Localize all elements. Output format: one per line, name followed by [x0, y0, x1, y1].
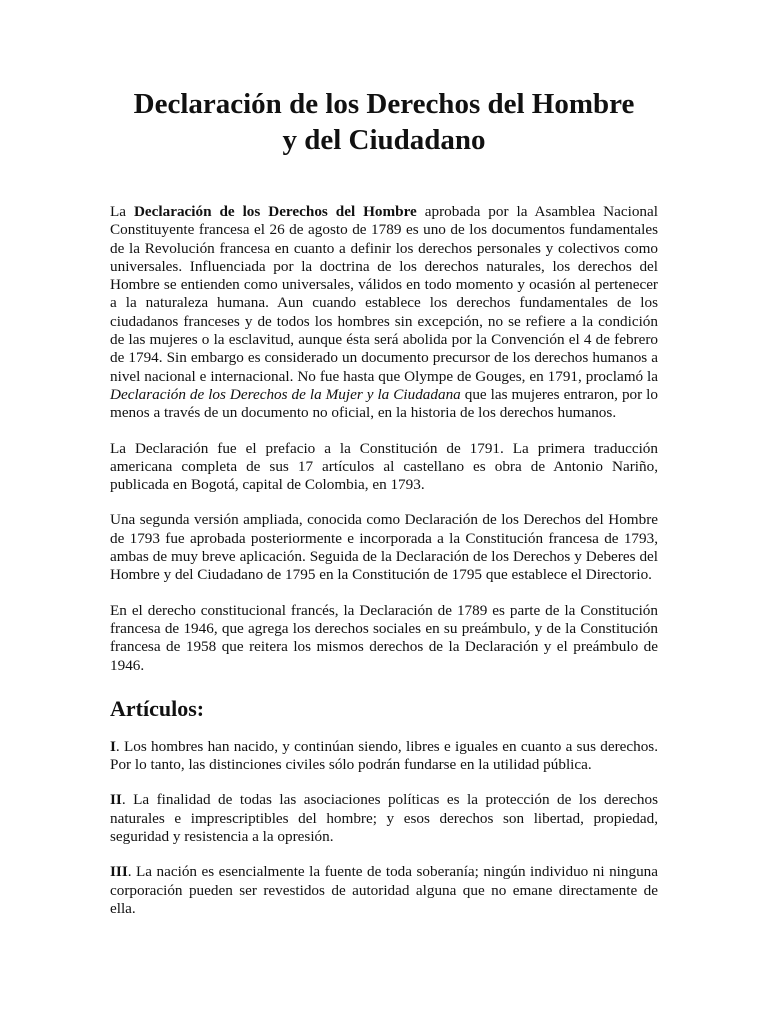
title-line-1: Declaración de los Derechos del Hombre [133, 88, 635, 120]
intro-p1-italic: Declaración de los Derechos de la Mujer y la Ciudadana [110, 385, 461, 403]
article-2 [110, 791, 658, 846]
intro-paragraph-3: Una segunda versión ampliada, conocida como Declaración de los Derechos del Hombre de 1793 fue aprobada posteriormente e incorporada a la Constitución francesa de 1793, ambas de muy breve aplicación. Seguida de la Declaración de los Derechos y Deberes del Hombre y del Ciudadano de 1795 en la Constitución de 1795 que establece el Directorio. [110, 511, 658, 584]
article-3 [110, 863, 658, 918]
title-line-2: y del Ciudadano [282, 124, 486, 156]
article-1 [110, 738, 658, 775]
article-3-text: . La nación es esencialmente la fuente de toda soberanía; ningún individuo ni ninguna corporación pueden ser revestidos de autoridad alguna que no emane directamente de ella. [110, 863, 658, 917]
article-2-text: . La finalidad de todas las asociaciones políticas es la protección de los derechos naturales e imprescriptibles del hombre; y esos derechos son libertad, propiedad, seguridad y resistencia a la opresión. [110, 791, 658, 846]
article-1-numeral: I [110, 737, 116, 755]
intro-p1-end: que las mujeres entraron, por lo menos a través de un documento no oficial, en la historia de los derechos humanos. [110, 385, 658, 422]
intro-p1-start: La [110, 203, 134, 220]
article-1-text: . Los hombres han nacido, y continúan siendo, libres e iguales en cuanto a sus derechos. Por lo tanto, las distinciones civiles sólo podrán fundarse en la utilidad pública. [110, 737, 658, 774]
intro-p1-bold: Declaración de los Derechos del Hombre [133, 203, 417, 220]
articles-heading: Artículos: [110, 695, 205, 721]
intro-paragraph-2: La Declaración fue el prefacio a la Constitución de 1791. La primera traducción americana completa de sus 17 artículos al castellano es obra de Antonio Nariño, publicada en Bogotá, capital de Colombia, en 1793. [110, 439, 658, 494]
article-2-numeral: II [110, 791, 122, 809]
intro-p1-middle: aprobada por la Asamblea Nacional Constituyente francesa el 26 de agosto de 1789 es uno de los documentos fundamentales de la Revolución francesa en cuanto a definir los derechos personales y colectivos como universales. Influenciada por la doctrina de los derechos naturales, los derechos del Hombre se entienden como universales, válidos en todo momento y ocasión al pertenecer a la naturaleza humana. Aun cuando establece los derechos fundamentales de los ciudadanos franceses y de todos los hombres sin excepción, no se refiere a la condición de las mujeres o la esclavitud, aunque ésta será abolida por la Convención el 4 de febrero de 1794. Sin embargo es considerado un documento precursor de los derechos humanos a nivel nacional e internacional. No fue hasta que Olympe de Gouges, en 1791, proclamó la [110, 203, 658, 385]
document-title [110, 86, 658, 158]
intro-paragraph-1 [110, 203, 658, 423]
article-3-numeral: III [110, 863, 128, 881]
intro-paragraph-4: En el derecho constitucional francés, la Declaración de 1789 es parte de la Constitución francesa de 1946, que agrega los derechos sociales en su preámbulo, y de la Constitución francesa de 1958 que reitera los mismos derechos de la Declaración y el preámbulo de 1946. [110, 601, 658, 674]
